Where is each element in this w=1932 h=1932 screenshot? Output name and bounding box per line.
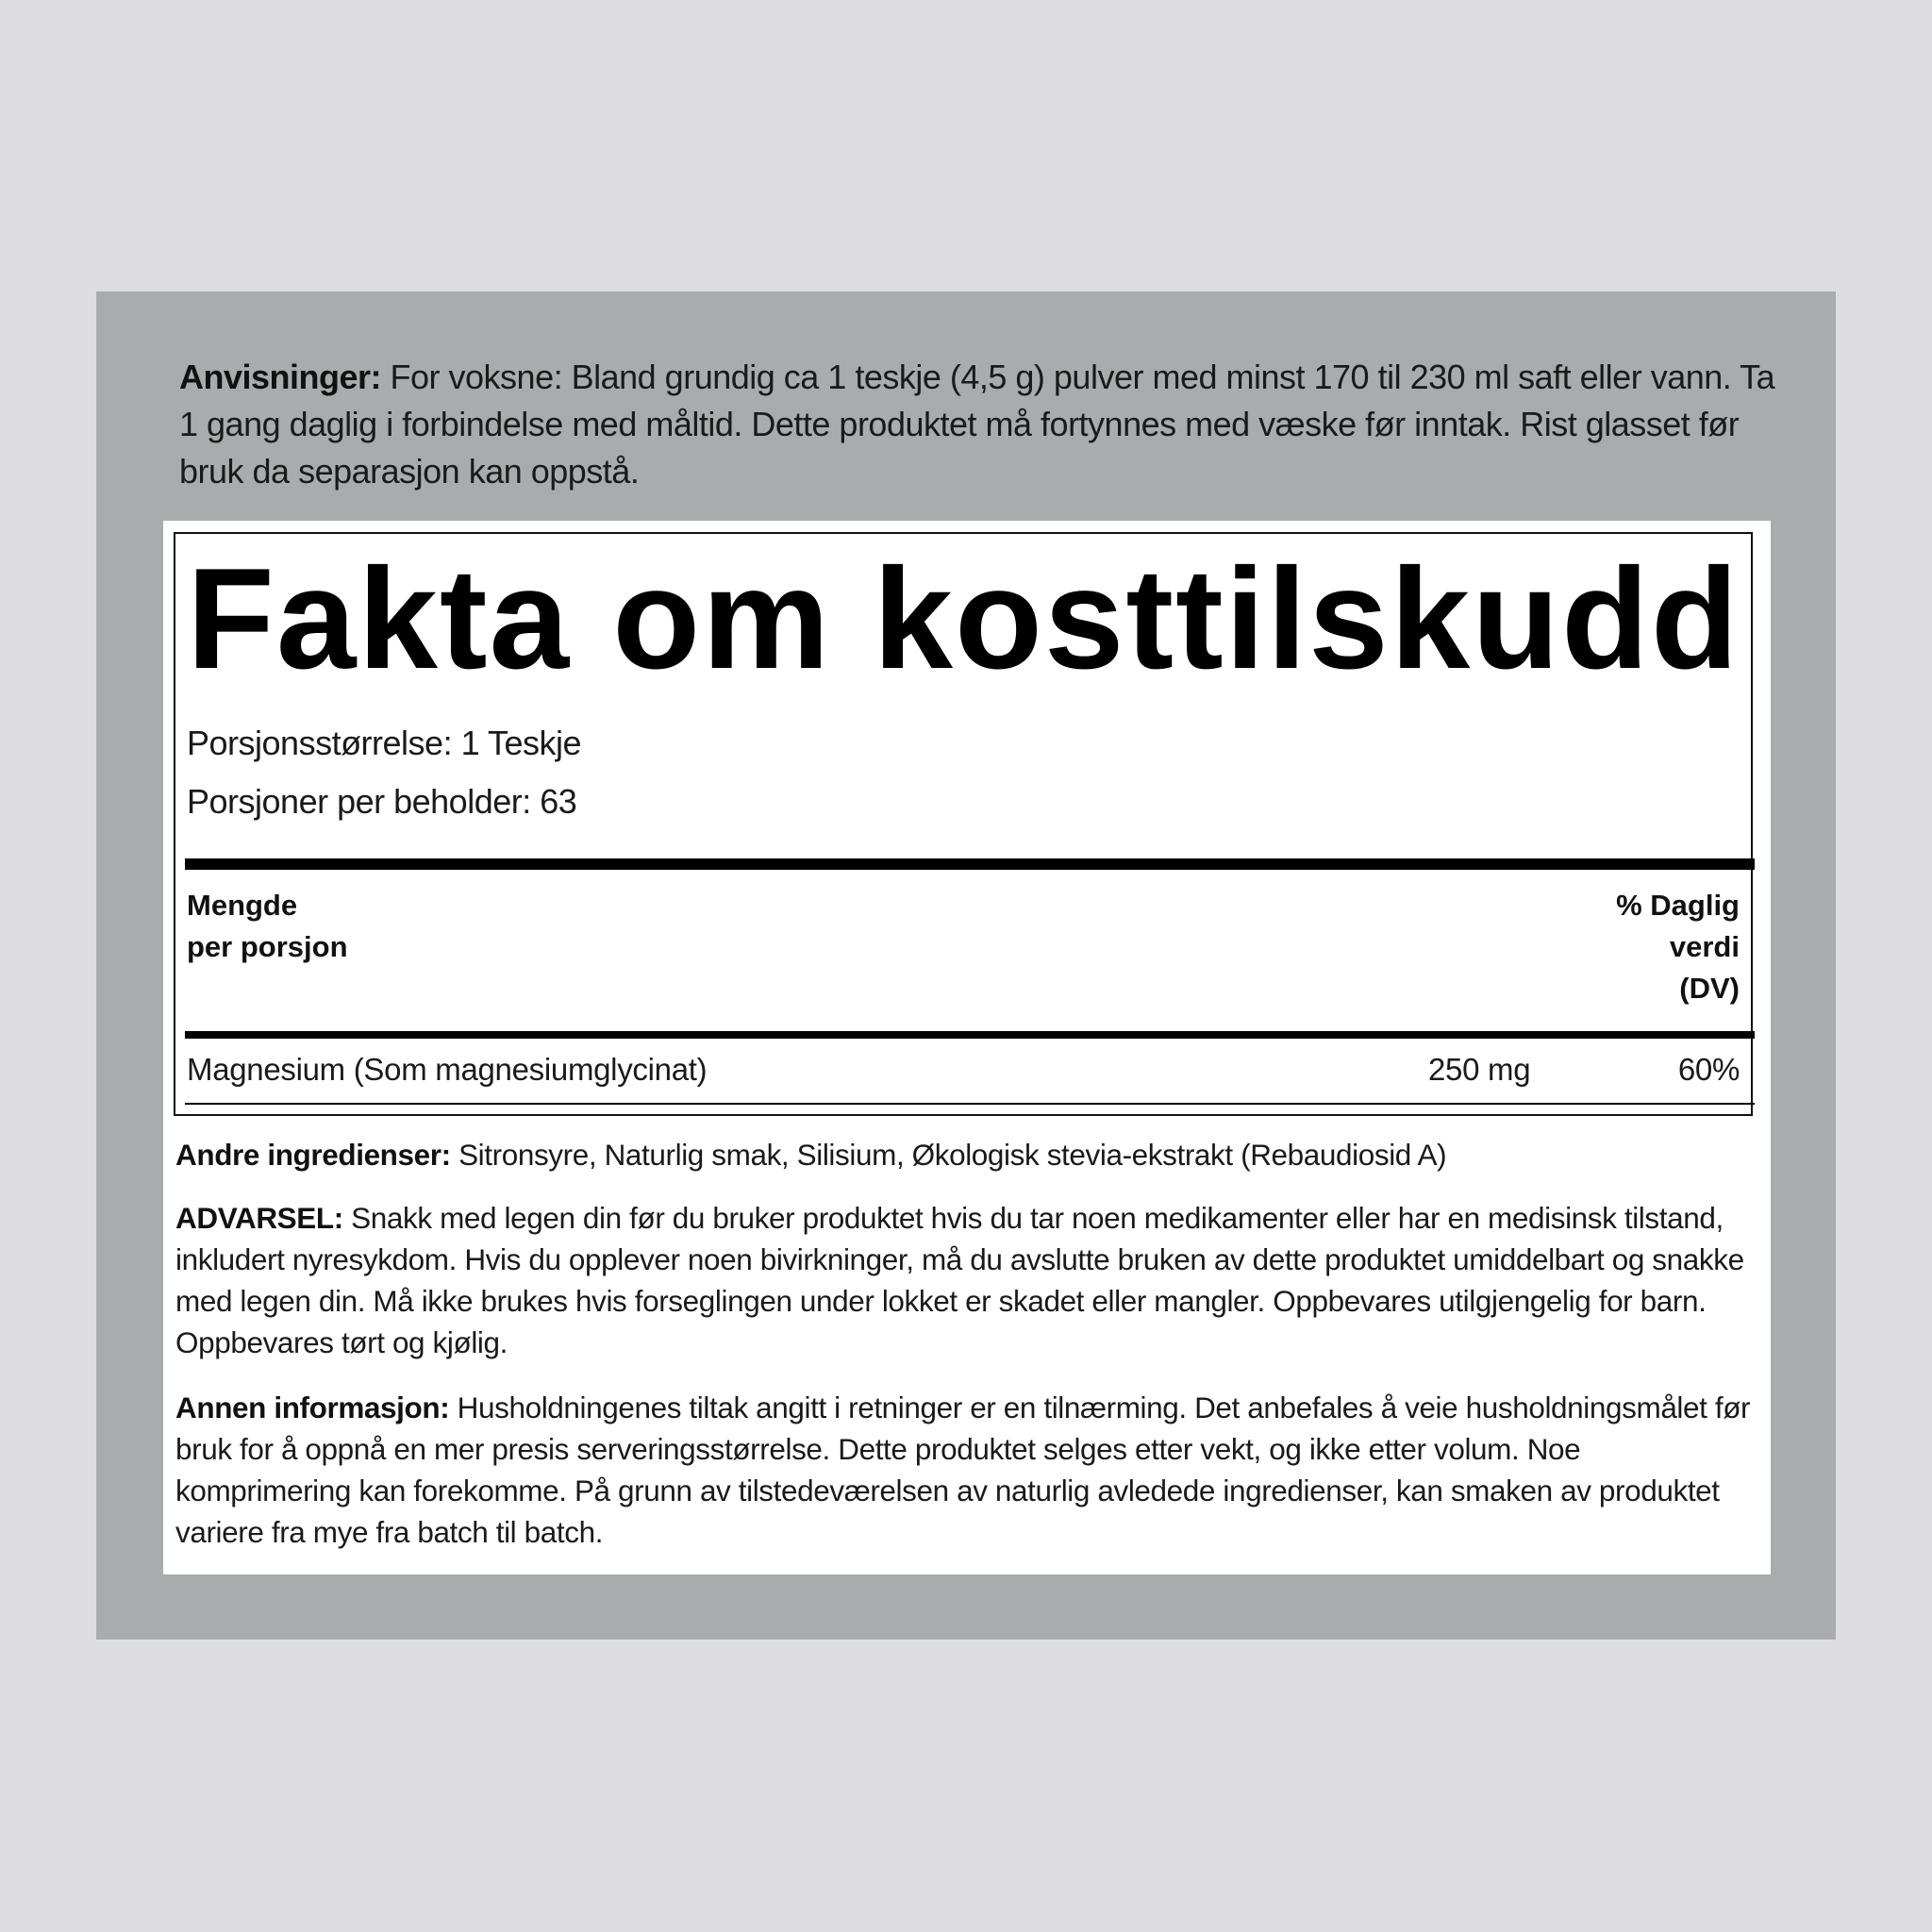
nutrient-daily-value: 60% (1677, 1052, 1740, 1087)
other-ingredients-text: Sitronsyre, Naturlig smak, Silisium, Økologisk stevia-ekstrakt (Rebaudiosid A) (450, 1138, 1447, 1172)
label-panel (96, 291, 1836, 1640)
nutrient-amount: 250 mg (1428, 1052, 1531, 1087)
facts-title: Fakta om kosttilskudd (187, 539, 1740, 699)
nutrient-name: Magnesium (Som magnesiumglycinat) (187, 1052, 708, 1087)
medium-divider (185, 1031, 1755, 1039)
directions-text (179, 354, 1783, 495)
dv-header-line1: % Daglig (1616, 889, 1740, 922)
other-info-text: Husholdningenes tiltak angitt i retninger er en tilnærming. Det anbefales å veie husholdningsmålet før bruk for å oppnå en mer presis serveringsstørrelse. Dette produktet selges etter vekt, og ikke etter volum. Noe komprimering kan forekomme. På grunn av tilstedeværelsen av naturlig avledede ingredienser, kan smaken av produktet variere fra mye fra batch til batch. (175, 1391, 1751, 1549)
servings-per-container: Porsjoner per beholder: 63 (187, 782, 577, 821)
warning-text: Snakk med legen din før du bruker produktet hvis du tar noen medikamenter eller har en medisinsk tilstand, inkludert nyresykdom. Hvis du opplever noen bivirkninger, må du avslutte bruken av dette produktet umiddelbart og snakke med legen din. Må ikke brukes hvis forseglingen under lokket er skadet eller mangler. Oppbevares utilgjengelig for barn. Oppbevares tørt og kjølig. (175, 1201, 1744, 1359)
dv-header-line3: (DV) (1679, 972, 1740, 1005)
supplement-facts-card (163, 521, 1771, 1574)
amount-header-line2: per porsjon (187, 930, 348, 963)
other-ingredients-label: Andre ingredienser: (175, 1138, 451, 1172)
directions-label: Anvisninger: (179, 358, 382, 396)
thin-divider (185, 1103, 1755, 1105)
other-information (175, 1387, 1760, 1553)
supplement-facts-box (174, 532, 1753, 1116)
dv-header-line2: verdi (1669, 930, 1740, 963)
serving-size: Porsjonsstørrelse: 1 Teskje (187, 724, 581, 762)
amount-per-serving-header (187, 885, 348, 968)
daily-value-header (1616, 885, 1740, 1009)
nutrient-row (187, 1043, 1740, 1096)
warning (175, 1197, 1760, 1363)
amount-header-line1: Mengde (187, 889, 298, 922)
thick-divider (185, 858, 1755, 870)
warning-label: ADVARSEL: (175, 1201, 343, 1235)
other-ingredients (175, 1134, 1760, 1175)
directions-body: For voksne: Bland grundig ca 1 teskje (4,5 g) pulver med minst 170 til 230 ml saft eller vann. Ta 1 gang daglig i forbindelse med måltid. Dette produktet må fortynnes med væske før inntak. Rist glasset før bruk da separasjon kan oppstå. (179, 358, 1775, 491)
other-info-label: Annen informasjon: (175, 1391, 450, 1424)
